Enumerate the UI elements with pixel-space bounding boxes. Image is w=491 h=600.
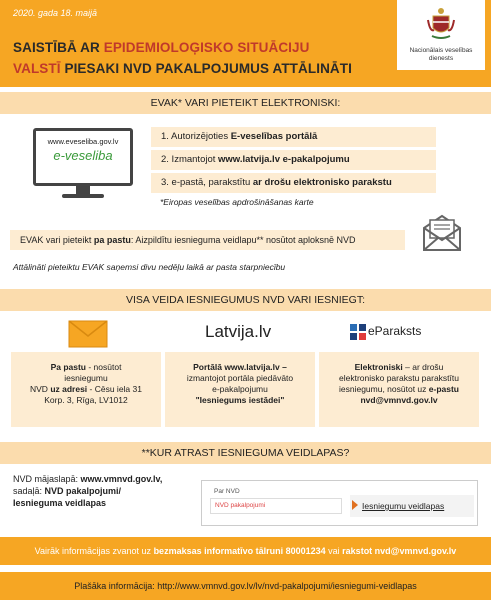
step-3-text: 3. e-pastā, parakstītu [161, 177, 253, 188]
post-box [11, 352, 161, 427]
shot-parent-menu: Par NVD [214, 488, 240, 495]
where-l1a: NVD mājaslapā: [13, 474, 81, 484]
electronic-bold: Elektroniski [354, 362, 403, 372]
envelope-icon [68, 320, 108, 348]
page-title [13, 37, 352, 79]
monitor-illustration [33, 128, 133, 198]
portal-l2: izmantojot portāla piedāvāto [186, 373, 294, 383]
monitor-stand [76, 186, 90, 194]
step-1-bold: E-veselības portālā [230, 131, 318, 142]
evak-paper-row [10, 230, 405, 250]
logo-text-line1: Nacionālais veselības [409, 47, 473, 54]
step-1-text: 1. Autorizējoties [161, 131, 231, 142]
electronic-l2: elektronisko parakstu parakstītu [338, 373, 459, 383]
arrow-right-icon [352, 500, 358, 510]
contact-footer [0, 537, 491, 565]
where-l2a: sadaļā: [13, 486, 45, 496]
title-line2-b: PIESAKI NVD PAKALPOJUMUS ATTĀLINĀTI [60, 61, 352, 76]
logo-text [397, 47, 485, 62]
where-url: www.vmnvd.gov.lv, [80, 474, 163, 484]
portal-l3: e-pakalpojumu [212, 384, 268, 394]
post-l2: iesniegumu [64, 373, 108, 383]
post-bold: Pa pastu [50, 362, 86, 372]
portal-l1: Portālā www.latvija.lv – [193, 362, 287, 372]
header-banner [0, 0, 491, 87]
step-3-bold: ar drošu elektronisko parakstu [252, 177, 392, 188]
electronic-l3b: e-pastu [428, 384, 459, 394]
shot-selected-menu: NVD pakalpojumi [210, 498, 342, 514]
post-t1: - nosūtot [86, 362, 122, 372]
title-line2-a: VALSTĪ [13, 61, 61, 76]
nvd-logo [397, 0, 485, 70]
portal-l4: "Iesniegums iestādei" [195, 395, 285, 405]
monitor-brand: e-veseliba [53, 148, 113, 163]
footer-email: rakstot nvd@vmnvd.gov.lv [342, 546, 457, 556]
shot-link: Iesniegumu veidlapas [350, 495, 474, 517]
latvija-logo [205, 322, 271, 342]
monitor-base [62, 194, 104, 198]
monitor-url: www.eveseliba.gov.lv [47, 137, 119, 146]
footer-l1c: vai [325, 546, 343, 556]
electronic-t1: – ar drošu [402, 362, 444, 372]
latvija-logo-text: Latvija.lv [205, 322, 272, 341]
evak-step-2 [151, 150, 436, 170]
evak-step-3 [151, 173, 436, 193]
where-l2b: NVD pakalpojumi/ [44, 486, 122, 496]
footer-l1a: Vairāk informācijas zvanot uz [34, 546, 154, 556]
evak-step-1 [151, 127, 436, 147]
footer-phone: bezmaksas informatīvo tālruni 80001234 [153, 546, 326, 556]
paper-text-b: pa pastu [93, 235, 131, 245]
title-line1-a: SAISTĪBĀ AR [13, 40, 104, 55]
eparaksts-logo: eParaksts [368, 324, 422, 338]
step-2-bold: www.latvija.lv e-pakalpojumu [218, 154, 350, 165]
where-text [13, 473, 162, 509]
website-screenshot [201, 480, 478, 526]
step-2-text: 2. Izmantojot [161, 154, 219, 165]
logo-text-line2: dienests [428, 54, 454, 62]
paper-text-c: : Aizpildītu iesnieguma veidlapu** nosūtot aploksnē NVD [130, 235, 356, 245]
where-l3: Iesnieguma veidlapas [13, 498, 107, 508]
electronic-box [319, 352, 479, 427]
coat-of-arms-icon [426, 6, 456, 40]
evak-note: Attālināti pieteiktu EVAK saņemsi divu nedēļu laikā ar pasta starpniecību [13, 262, 286, 272]
where-band: **KUR ATRAST IESNIEGUMA VEIDLAPAS? [0, 442, 491, 464]
open-envelope-icon [420, 210, 464, 254]
all-band: VISA VEIDA IESNIEGUMUS NVD VARI IESNIEGT: [0, 289, 491, 311]
evak-footnote: *Eiropas veselības apdrošināšanas karte [160, 197, 314, 207]
date-label: 2020. gada 18. maijā [13, 8, 98, 18]
eparaksts-icon [350, 324, 366, 342]
post-l3a: NVD [30, 384, 51, 394]
monitor-screen [33, 128, 133, 186]
post-l4: Korp. 3, Rīga, LV1012 [44, 395, 128, 405]
paper-text-a: EVAK vari pieteikt [20, 235, 94, 245]
post-l3c: - Cēsu iela 31 [87, 384, 142, 394]
electronic-l3a: iesniegumu, nosūtot uz [338, 384, 429, 394]
portal-box [165, 352, 315, 427]
title-line1-b: EPIDEMIOLOĢISKO SITUĀCIJU [103, 40, 310, 55]
electronic-email: nvd@vmnvd.gov.lv [360, 395, 438, 405]
info-footer: Plašāka informācija: http://www.vmnvd.gov.lv/lv/nvd-pakalpojumi/iesniegumi-veidlapas [0, 572, 491, 600]
post-l3b: uz adresi [50, 384, 88, 394]
evak-band: EVAK* VARI PIETEIKT ELEKTRONISKI: [0, 92, 491, 114]
